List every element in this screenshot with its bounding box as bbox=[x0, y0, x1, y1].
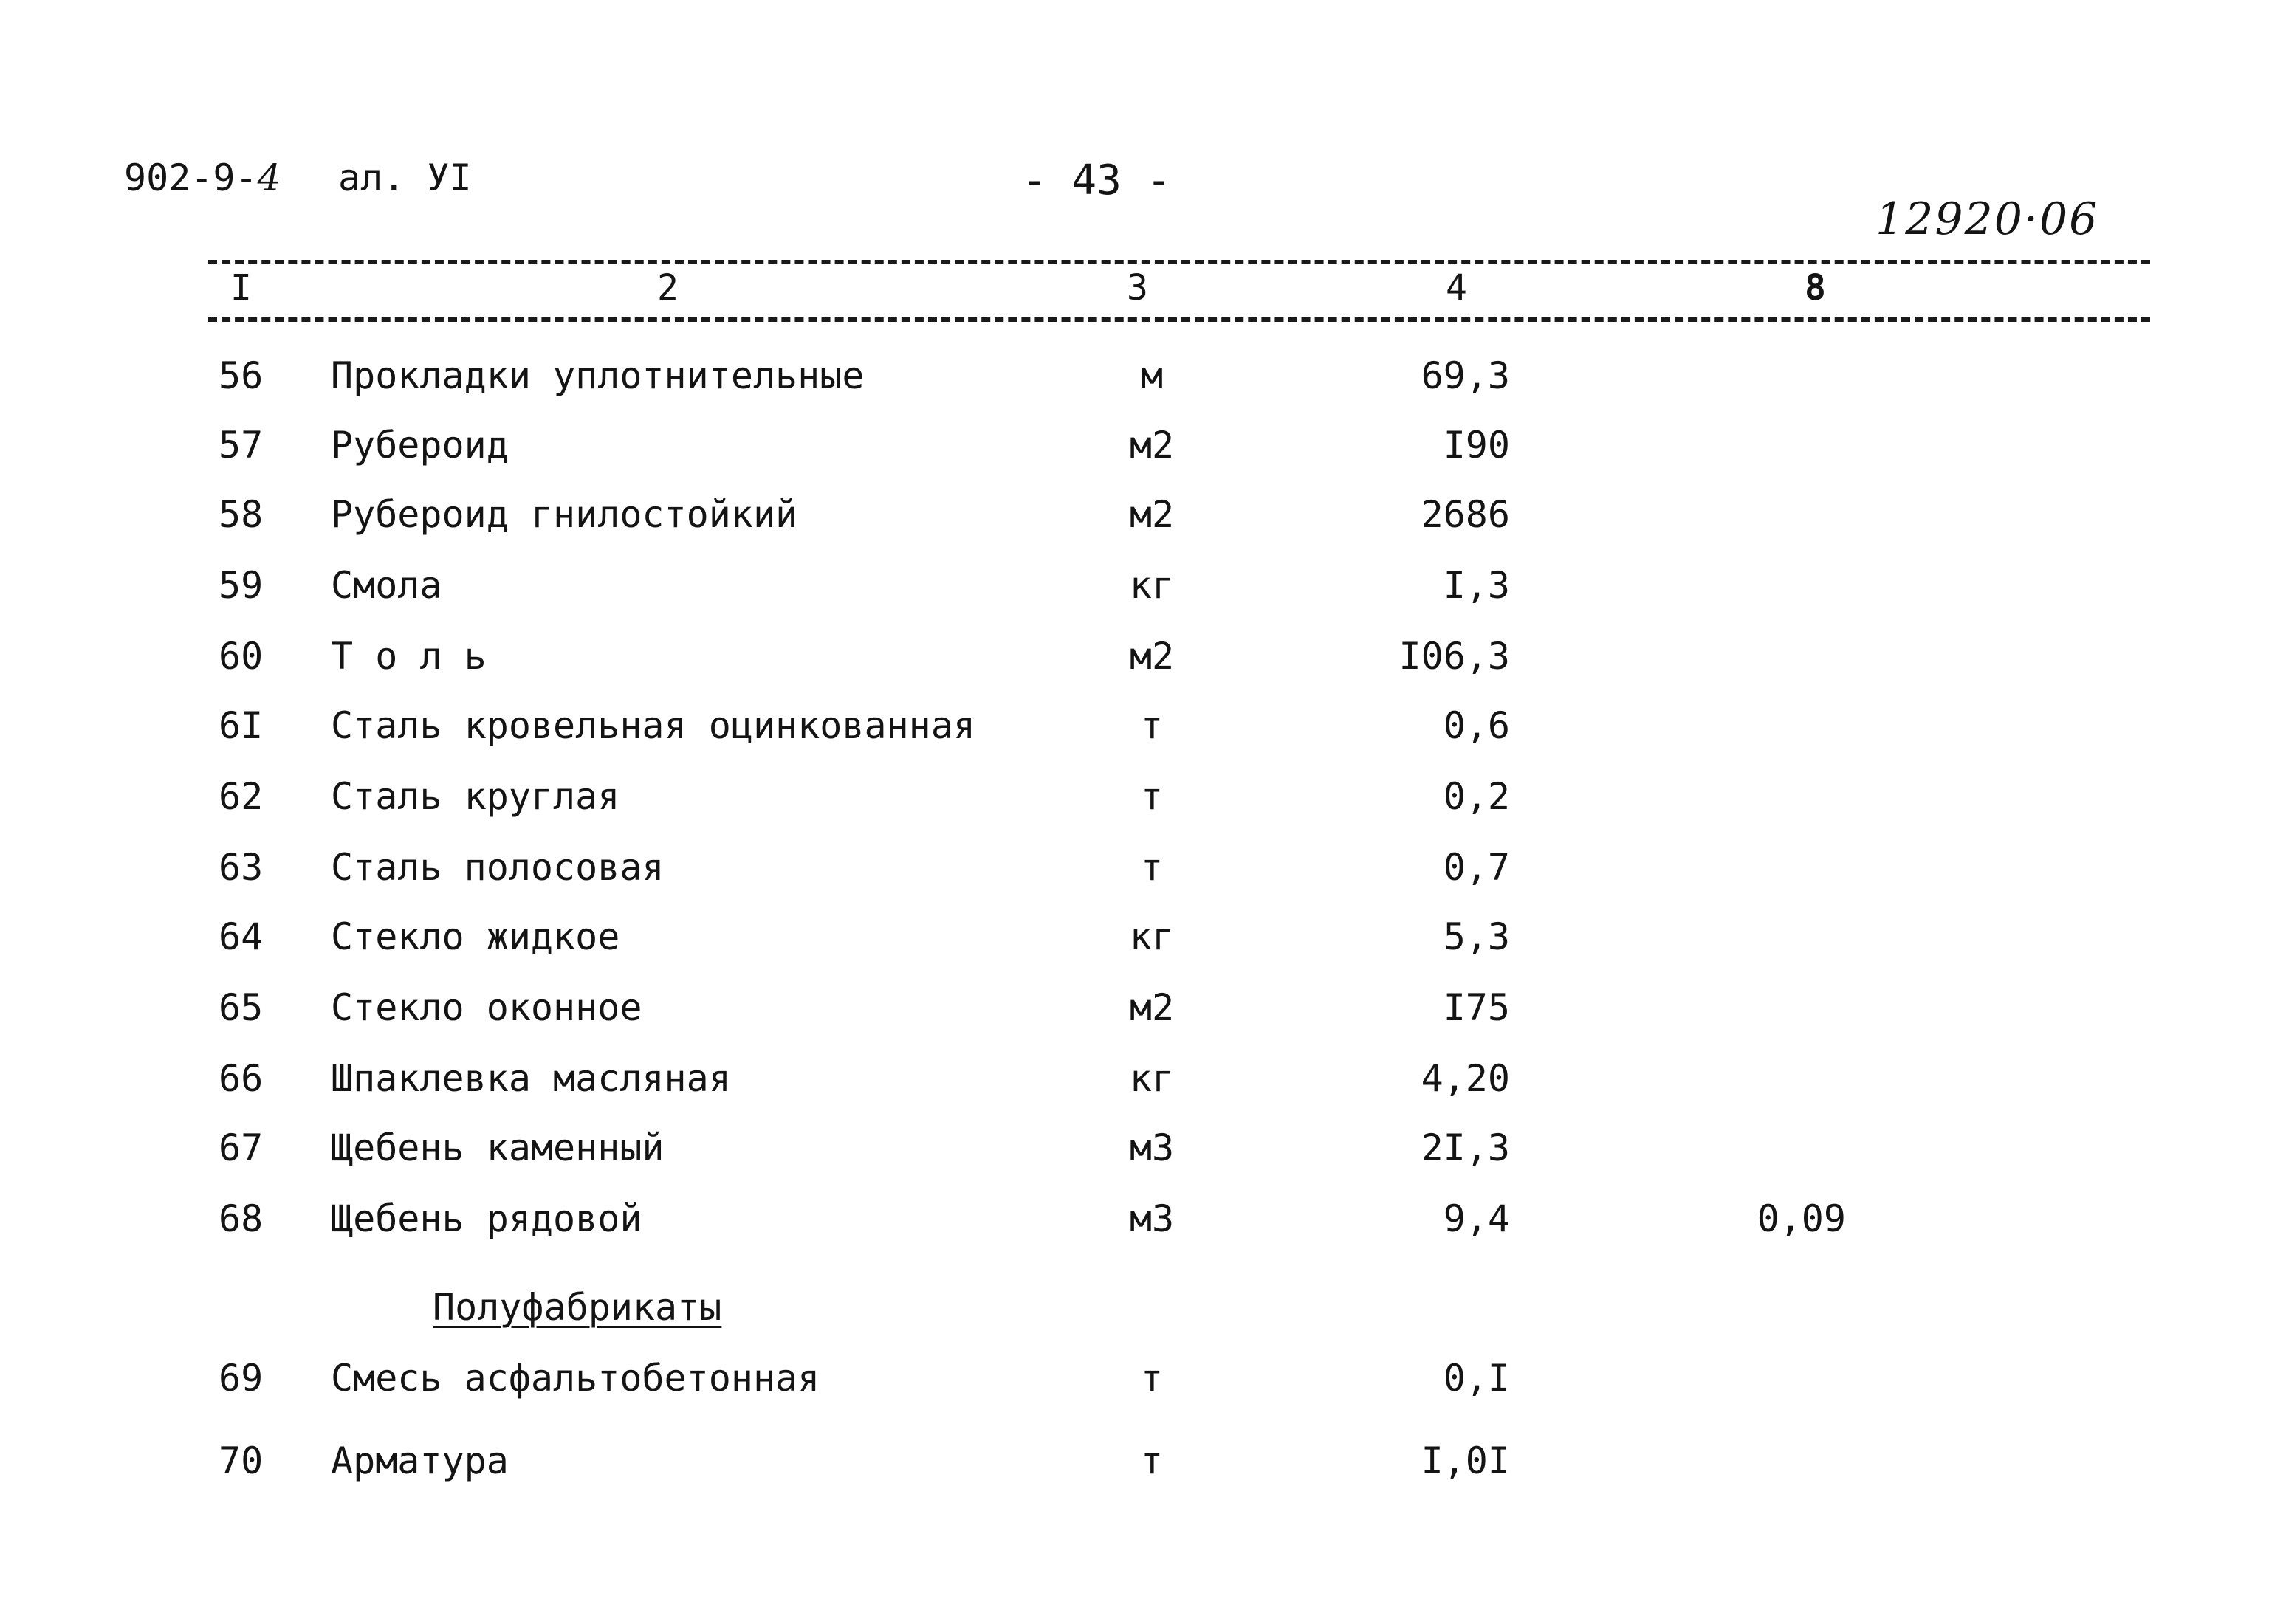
document-code bbox=[124, 156, 281, 199]
unit: м2 bbox=[1129, 986, 1175, 1029]
unit: м3 bbox=[1129, 1197, 1175, 1240]
unit: м2 bbox=[1129, 424, 1175, 467]
row-number: 66 bbox=[219, 1057, 264, 1100]
quantity: 0,7 bbox=[1443, 846, 1510, 889]
material-name: Рубероид гнилостойкий bbox=[331, 493, 798, 536]
table-row bbox=[0, 704, 2286, 763]
material-name: Сталь кровельная оцинкованная bbox=[331, 704, 975, 747]
material-name: Рубероид bbox=[331, 424, 509, 467]
row-number: 65 bbox=[219, 986, 264, 1029]
quantity: I,3 bbox=[1443, 564, 1510, 607]
unit: т bbox=[1140, 1357, 1164, 1400]
table-row bbox=[0, 1439, 2286, 1499]
column-number-1: I bbox=[230, 267, 252, 309]
table-row bbox=[0, 1197, 2286, 1256]
row-number: 68 bbox=[219, 1197, 264, 1240]
material-name: Шпаклевка масляная bbox=[331, 1057, 731, 1100]
unit: т bbox=[1140, 846, 1164, 889]
unit: кг bbox=[1129, 564, 1175, 607]
table-row bbox=[0, 915, 2286, 974]
unit: кг bbox=[1129, 1057, 1175, 1100]
row-number: 6I bbox=[219, 704, 264, 747]
table-row bbox=[0, 635, 2286, 694]
table-row bbox=[0, 493, 2286, 552]
table-row bbox=[0, 354, 2286, 413]
quantity: 5,3 bbox=[1443, 915, 1510, 958]
row-number: 62 bbox=[219, 775, 264, 818]
quantity: 0,6 bbox=[1443, 704, 1510, 747]
unit: т bbox=[1140, 704, 1164, 747]
table-row bbox=[0, 846, 2286, 905]
document-code-suffix: 4 bbox=[257, 156, 281, 199]
page-number: - 43 - bbox=[1022, 156, 1172, 204]
column-number-5: 8 bbox=[1805, 267, 1826, 309]
quantity: 4,20 bbox=[1421, 1057, 1510, 1100]
row-number: 59 bbox=[219, 564, 264, 607]
unit: м bbox=[1140, 354, 1164, 397]
quantity: I90 bbox=[1443, 424, 1510, 467]
row-number: 60 bbox=[219, 635, 264, 678]
unit: т bbox=[1140, 1439, 1164, 1482]
quantity: 9,4 bbox=[1443, 1197, 1510, 1240]
unit: м3 bbox=[1129, 1126, 1175, 1169]
row-number: 67 bbox=[219, 1126, 264, 1169]
quantity: I,0I bbox=[1421, 1439, 1510, 1482]
column-number-4: 4 bbox=[1446, 267, 1467, 309]
material-name: Смола bbox=[331, 564, 442, 607]
material-name: Арматура bbox=[331, 1439, 509, 1482]
material-name: Сталь круглая bbox=[331, 775, 620, 818]
quantity: 0,2 bbox=[1443, 775, 1510, 818]
quantity: 2686 bbox=[1421, 493, 1510, 536]
quantity: 0,I bbox=[1443, 1357, 1510, 1400]
row-number: 64 bbox=[219, 915, 264, 958]
document-code-prefix: 902-9- bbox=[124, 156, 258, 199]
column-number-3: 3 bbox=[1127, 267, 1148, 309]
table-row bbox=[0, 1126, 2286, 1186]
material-name: Стекло оконное bbox=[331, 986, 642, 1029]
quantity: 69,3 bbox=[1421, 354, 1510, 397]
material-name: Сталь полосовая bbox=[331, 846, 665, 889]
row-number: 70 bbox=[219, 1439, 264, 1482]
table-header-top-rule bbox=[208, 260, 2150, 264]
material-name: Смесь асфальтобетонная bbox=[331, 1357, 820, 1400]
column-number-2: 2 bbox=[657, 267, 679, 309]
table-row bbox=[0, 775, 2286, 834]
subsection-title: Полуфабрикаты bbox=[433, 1286, 722, 1329]
unit: м2 bbox=[1129, 635, 1175, 678]
table-row bbox=[0, 1057, 2286, 1116]
row-number: 63 bbox=[219, 846, 264, 889]
row-number: 56 bbox=[219, 354, 264, 397]
quantity: 2I,3 bbox=[1421, 1126, 1510, 1169]
inventory-number: 12920·06 bbox=[1875, 193, 2099, 245]
unit: м2 bbox=[1129, 493, 1175, 536]
table-row bbox=[0, 1357, 2286, 1416]
table-row bbox=[0, 986, 2286, 1045]
table-row bbox=[0, 424, 2286, 483]
album-number: ал. УI bbox=[338, 156, 472, 199]
material-name: Прокладки уплотнительные bbox=[331, 354, 865, 397]
table-row bbox=[0, 564, 2286, 623]
row-number: 57 bbox=[219, 424, 264, 467]
material-name: Щебень каменный bbox=[331, 1126, 665, 1169]
row-number: 69 bbox=[219, 1357, 264, 1400]
unit: кг bbox=[1129, 915, 1175, 958]
material-name: Т о л ь bbox=[331, 635, 487, 678]
unit: т bbox=[1140, 775, 1164, 818]
column-5-value: 0,09 bbox=[1757, 1197, 1846, 1240]
quantity: I75 bbox=[1443, 986, 1510, 1029]
material-name: Щебень рядовой bbox=[331, 1197, 642, 1240]
quantity: I06,3 bbox=[1398, 635, 1510, 678]
material-name: Стекло жидкое bbox=[331, 915, 620, 958]
table-header-bottom-rule bbox=[208, 317, 2150, 322]
row-number: 58 bbox=[219, 493, 264, 536]
